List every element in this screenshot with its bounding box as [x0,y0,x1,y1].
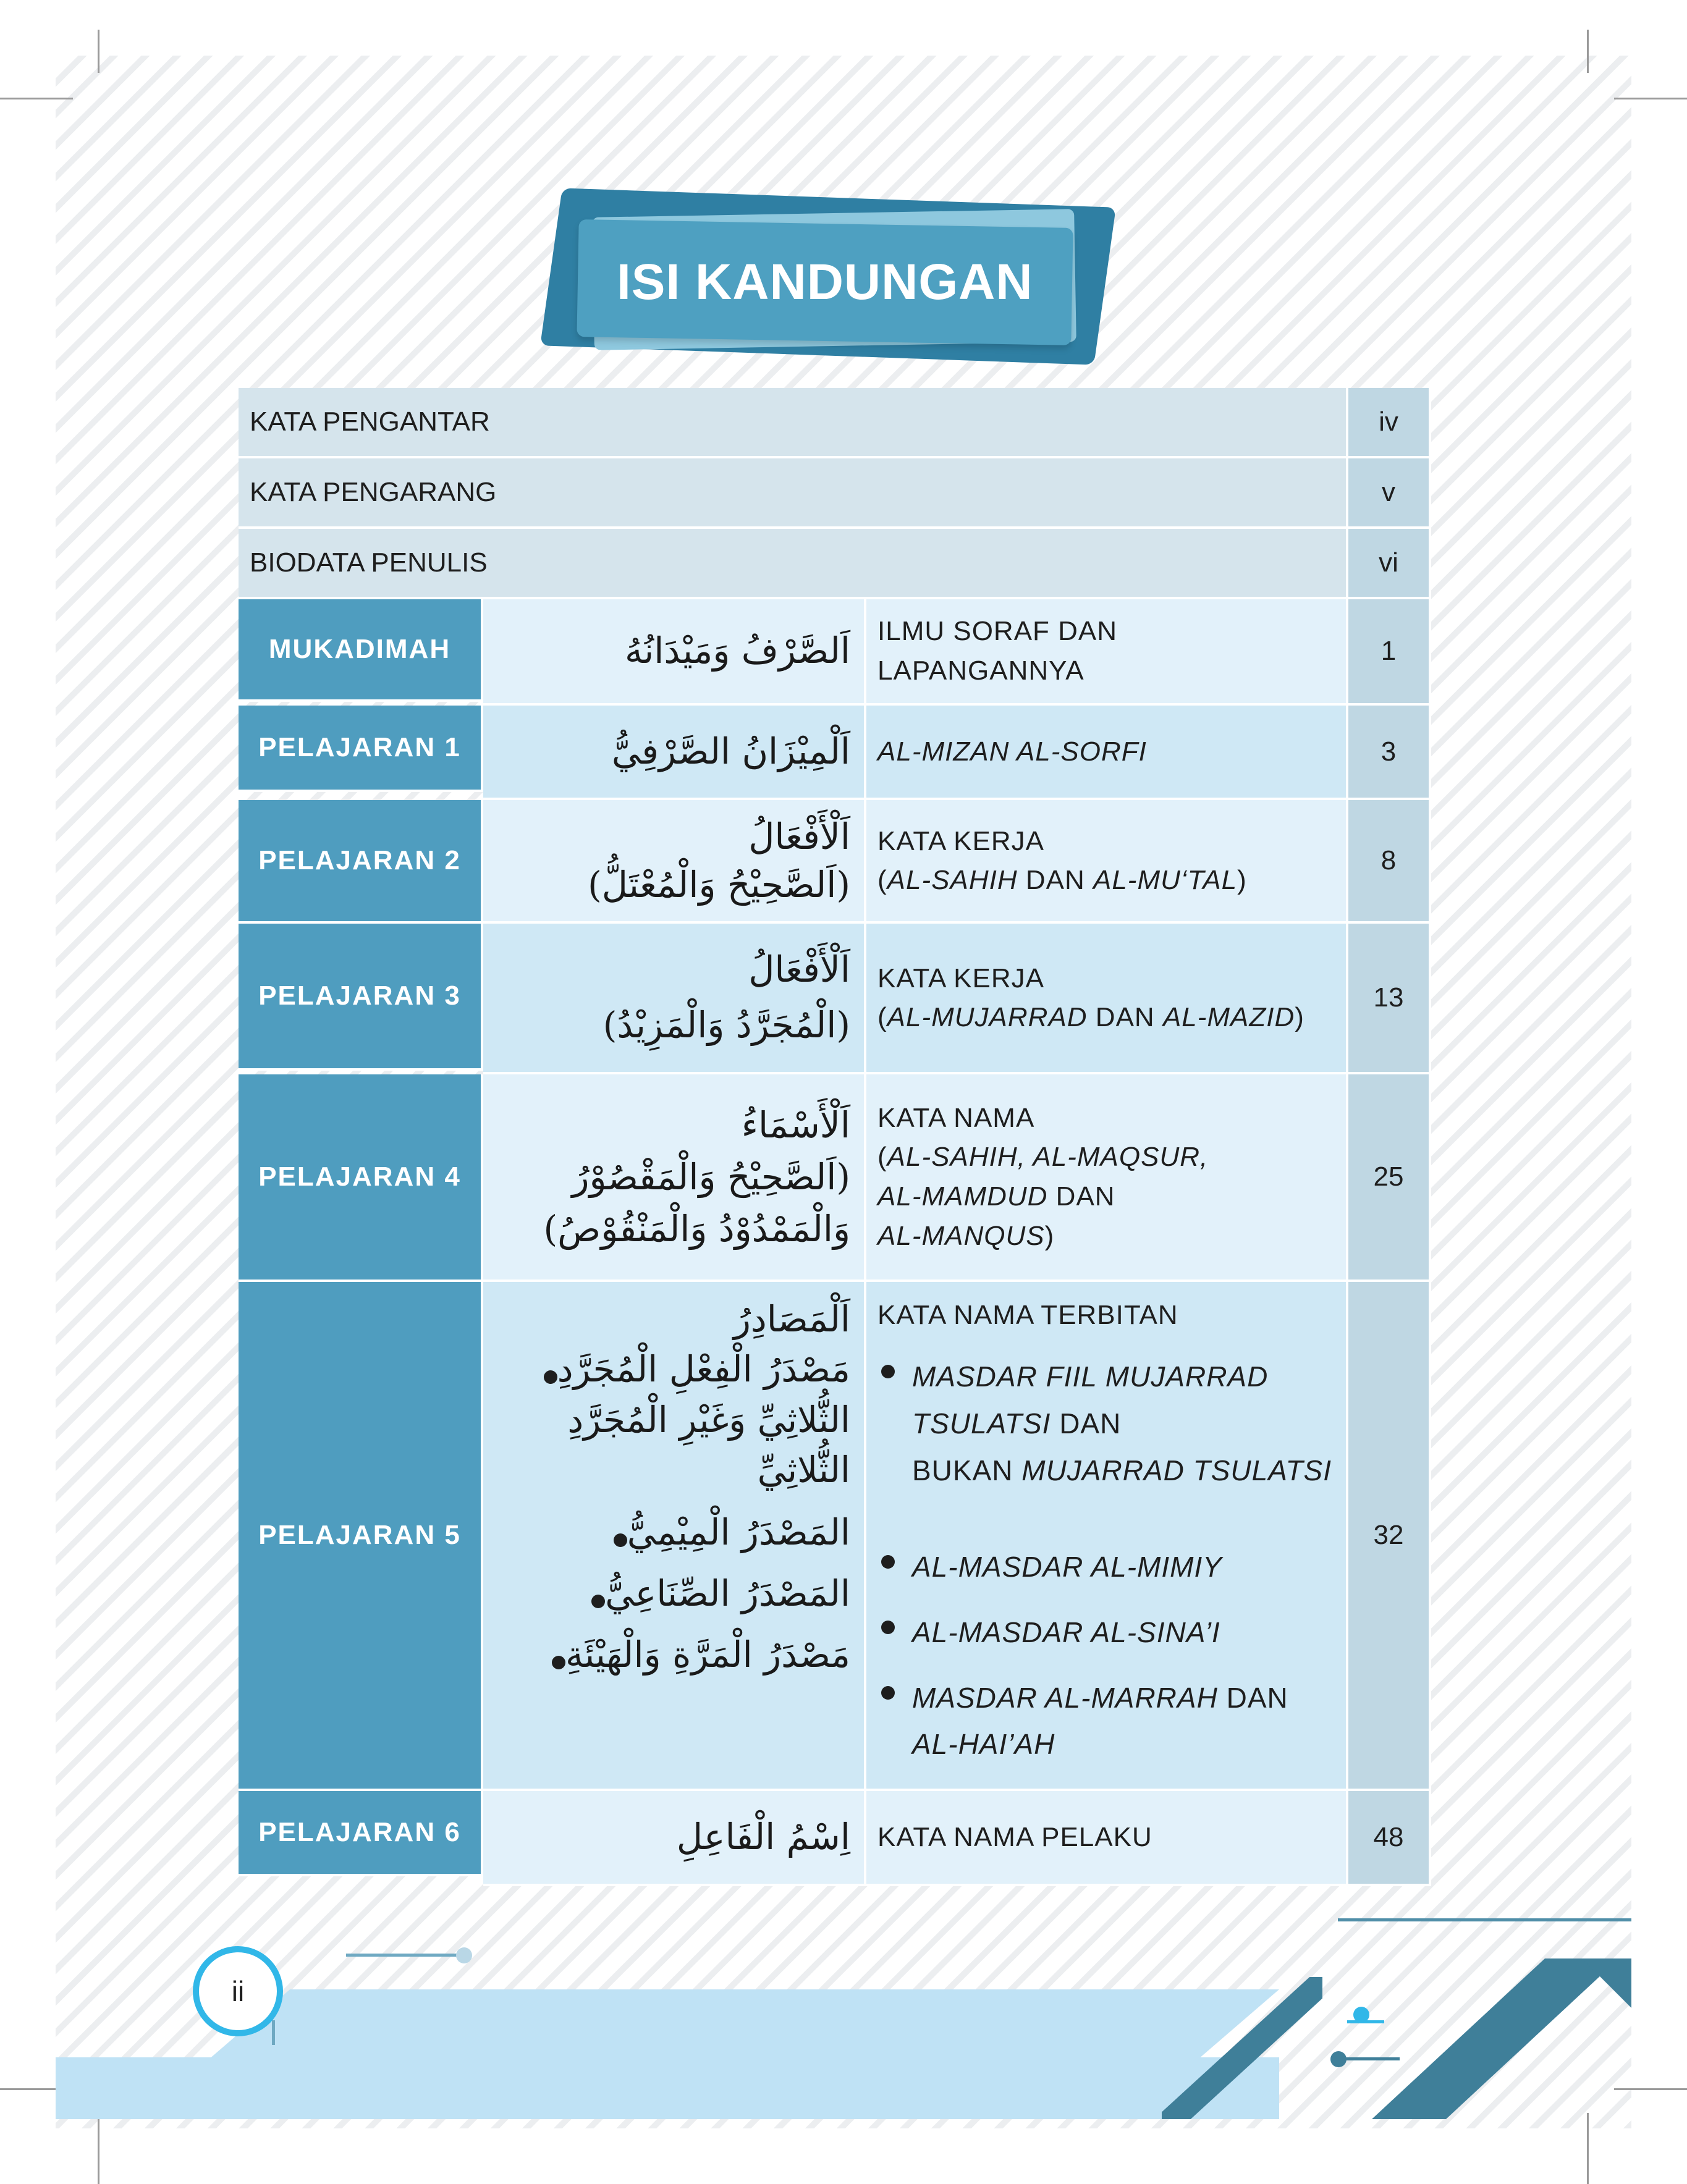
lesson-arabic-title [483,1791,866,1886]
toc-row-label: KATA PENGARANG [239,458,1348,529]
arabic-text: اَلْمَصَادِرُ [733,1298,850,1341]
arabic-text: مَصْدَرُ الْفِعْلِ الْمُجَرَّدِ [557,1348,850,1391]
malay-text: ( [877,1002,887,1033]
malay-text: MASDAR FIIL MUJARRAD [912,1360,1269,1393]
malay-text: AL-MUJARRAD [887,1002,1088,1033]
toc-row-label: KATA PENGANTAR [239,388,1348,458]
malay-text: TSULATSI [912,1407,1051,1440]
malay-text [877,998,1335,1037]
lesson-page: 48 [1348,1791,1431,1886]
malay-text: AL-SAHIH, AL-MAQSUR, [887,1142,1209,1173]
arabic-bullet-text [557,1344,850,1495]
malay-text [877,1177,1335,1216]
arabic-text: اَلصَّرْفُ وَمَيْدَانُهُ [624,629,850,672]
crop-mark [1614,98,1687,99]
malay-text: AL-MANQUS [877,1221,1045,1252]
lesson-label: PELAJARAN 4 [239,1074,483,1282]
malay-bullet [877,1544,1335,1591]
lesson-malay-title [866,924,1348,1074]
malay-text [877,861,1335,900]
circuit-line [1344,2057,1400,2060]
table-of-contents [239,388,1431,1886]
malay-text [912,1401,1332,1448]
malay-text: DAN [1087,1002,1163,1033]
page-number-badge [193,1946,283,2036]
bullet-icon [881,1555,895,1569]
toc-row-label: BIODATA PENULIS [239,529,1348,599]
circuit-node [456,1947,472,1963]
lesson-page: 8 [1348,800,1431,924]
arabic-text: اَلْأَسْمَاءُ [741,1104,850,1147]
malay-text: DAN [1017,865,1093,896]
arabic-text: اَلْمِيْزَانُ الصَّرْفِيُّ [611,730,850,772]
arabic-text: (الْمُجَرَّدُ وَالْمَزِيْدُ) [602,1004,850,1047]
crop-mark [1614,2088,1687,2090]
bullet-icon [591,1595,605,1608]
lesson-page: 1 [1348,599,1431,706]
malay-bullet [877,1609,1335,1656]
page-title: ISI KANDUNGAN [617,253,1033,310]
lesson-malay-title [866,1282,1348,1791]
malay-text: AL-MU‘TAL [1093,865,1238,896]
lesson-label: PELAJARAN 5 [239,1282,483,1791]
circuit-line [1338,1918,1631,1921]
malay-bullet-text [912,1354,1332,1495]
malay-text [912,1675,1288,1722]
malay-text: KATA NAMA [877,1102,1035,1133]
lesson-arabic-title [483,1282,866,1791]
malay-text: ( [877,1142,887,1173]
malay-text: DAN [1217,1681,1288,1714]
arabic-text: مَصْدَرُ الْمَرَّةِ وَالْهَيْئَةِ [565,1634,850,1676]
toc-row-page: iv [1348,388,1431,458]
lesson-label: PELAJARAN 3 [239,924,483,1071]
bullet-icon [881,1686,895,1700]
malay-text: DAN [1047,1181,1115,1212]
crop-mark [0,98,73,99]
lesson-malay-title [866,800,1348,924]
malay-text: DAN [1051,1407,1122,1440]
malay-text: ) [1237,865,1247,896]
arabic-text: المَصْدَرُ الصِّنَاعِيُّ [605,1572,850,1615]
arabic-bullet [494,1344,850,1495]
crop-mark [1587,2113,1589,2184]
bullet-icon [544,1370,557,1384]
arabic-text: اِسْمُ الْفَاعِلِ [676,1816,850,1858]
arabic-text: المَصْدَرُ الْمِيْمِيُّ [627,1511,850,1554]
malay-text: AL-MIZAN AL-SORFI [877,736,1147,767]
circuit-line [272,2020,275,2045]
bullet-icon [881,1621,895,1634]
crop-mark [98,2113,99,2184]
lesson-label: MUKADIMAH [239,599,483,702]
title-banner [577,219,1073,345]
malay-text: LAPANGANNYA [877,655,1084,686]
crop-mark [1587,30,1589,73]
arabic-bullet [494,1569,850,1619]
lesson-malay-title [866,599,1348,706]
malay-text: AL-MASDAR AL-SINA’I [912,1616,1220,1648]
lesson-arabic-title [483,706,866,801]
arabic-text: الثُّلاثِيِّ وَغَيْرِ الْمُجَرَّدِ [567,1398,850,1441]
malay-text: AL-HAI’AH [912,1728,1055,1761]
circuit-line [346,1954,463,1957]
lesson-label: PELAJARAN 2 [239,800,483,924]
arabic-text: الثُّلاثِيِّ [757,1448,850,1491]
lesson-page: 3 [1348,706,1431,801]
lesson-arabic-title [483,1074,866,1282]
lesson-page: 25 [1348,1074,1431,1282]
malay-bullet [877,1354,1335,1495]
malay-text: ( [877,865,887,896]
arabic-bullet [494,1507,850,1558]
toc-row-page: vi [1348,529,1431,599]
toc-row-page: v [1348,458,1431,529]
malay-text: AL-MAZID [1162,1002,1295,1033]
lesson-arabic-title [483,599,866,706]
malay-text: ILMU SORAF DAN [877,616,1118,646]
arabic-text: وَالْمَمْدُوْدُ وَالْمَنْقُوْصُ) [543,1208,850,1250]
bullet-icon [881,1365,895,1378]
circuit-node [1353,2007,1369,2023]
footer-band [204,1989,1279,2064]
lesson-arabic-title [483,800,866,924]
malay-text: KATA NAMA PELAKU [877,1822,1152,1853]
arabic-text: اَلْأَفْعَالُ [748,816,850,858]
bullet-icon [614,1533,627,1547]
lesson-page: 32 [1348,1282,1431,1791]
malay-bullet [877,1675,1335,1769]
lesson-arabic-title [483,924,866,1074]
malay-text: KATA KERJA [877,825,1045,856]
malay-text [877,1216,1335,1256]
malay-text [877,1137,1335,1177]
lesson-label: PELAJARAN 6 [239,1791,483,1876]
malay-text [912,1448,1332,1495]
arabic-text: (اَلصَّحِيْحُ وَالْمُعْتَلُّ) [588,864,850,906]
bullet-icon [552,1656,565,1669]
lesson-malay-title [866,1074,1348,1282]
malay-text: ) [1044,1221,1055,1252]
malay-bullet-text [912,1675,1288,1769]
lesson-malay-title [866,706,1348,801]
footer-band [56,2057,1279,2119]
malay-text: MUJARRAD TSULATSI [1021,1454,1332,1486]
malay-text: AL-MASDAR AL-MIMIY [912,1550,1222,1583]
malay-text: AL-SAHIH [887,865,1018,896]
malay-text: BUKAN [912,1454,1022,1486]
arabic-text: (اَلصَّحِيْحُ وَالْمَقْصُوْرُ [572,1156,850,1199]
malay-text: AL-MAMDUD [877,1181,1048,1212]
malay-text: MASDAR AL-MARRAH [912,1681,1218,1714]
arabic-text: اَلْأَفْعَالُ [748,948,850,991]
malay-text: KATA NAMA TERBITAN [877,1300,1178,1331]
lesson-malay-title [866,1791,1348,1886]
crop-mark [98,30,99,73]
arabic-bullet [494,1630,850,1680]
malay-text: KATA KERJA [877,963,1045,993]
page-number: ii [231,1975,245,2007]
lesson-label: PELAJARAN 1 [239,706,483,792]
lesson-page: 13 [1348,924,1431,1074]
malay-text: ) [1295,1002,1304,1033]
